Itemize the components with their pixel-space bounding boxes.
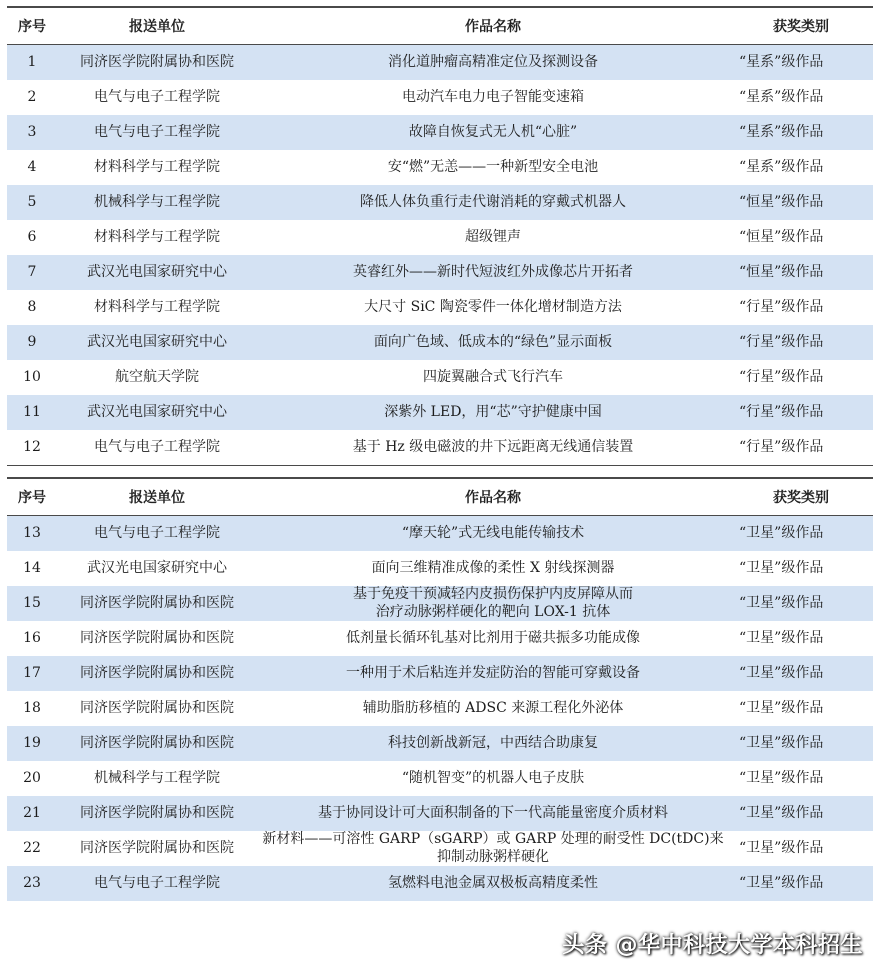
cell-unit: 机械科学与工程学院	[57, 185, 257, 220]
cell-title: 面向三维精准成像的柔性 X 射线探测器	[257, 551, 729, 586]
cell-no: 6	[7, 220, 57, 255]
cell-unit: 航空航天学院	[57, 360, 257, 395]
cell-unit: 材料科学与工程学院	[57, 290, 257, 325]
cell-no: 2	[7, 80, 57, 115]
cell-award: “卫星”级作品	[729, 691, 873, 726]
cell-no: 10	[7, 360, 57, 395]
cell-title	[257, 831, 729, 866]
cell-unit: 同济医学院附属协和医院	[57, 45, 257, 81]
table-row	[7, 430, 873, 466]
cell-title: 安“燃”无恙——一种新型安全电池	[257, 150, 729, 185]
cell-unit: 电气与电子工程学院	[57, 430, 257, 466]
table-row	[7, 796, 873, 831]
cell-unit: 电气与电子工程学院	[57, 516, 257, 552]
title-line-2: 治疗动脉粥样硬化的靶向 LOX-1 抗体	[375, 603, 611, 620]
watermark: 头条 @华中科技大学本科招生	[562, 933, 863, 958]
cell-award: “卫星”级作品	[729, 586, 873, 621]
table-row	[7, 290, 873, 325]
header-row	[7, 478, 873, 516]
cell-no: 17	[7, 656, 57, 691]
cell-award: “行星”级作品	[729, 395, 873, 430]
cell-award: “恒星”级作品	[729, 220, 873, 255]
table-row	[7, 621, 873, 656]
cell-award: “星系”级作品	[729, 45, 873, 81]
cell-title: 降低人体负重行走代谢消耗的穿戴式机器人	[257, 185, 729, 220]
cell-no: 22	[7, 831, 57, 866]
table-row	[7, 691, 873, 726]
cell-title: 电动汽车电力电子智能变速箱	[257, 80, 729, 115]
cell-unit: 武汉光电国家研究中心	[57, 325, 257, 360]
cell-title: 一种用于术后粘连并发症防治的智能可穿戴设备	[257, 656, 729, 691]
cell-unit: 材料科学与工程学院	[57, 220, 257, 255]
cell-no: 16	[7, 621, 57, 656]
cell-award: “恒星”级作品	[729, 185, 873, 220]
cell-award: “卫星”级作品	[729, 551, 873, 586]
header-title: 作品名称	[257, 7, 729, 45]
cell-unit: 武汉光电国家研究中心	[57, 551, 257, 586]
table-row	[7, 80, 873, 115]
table-row	[7, 395, 873, 430]
cell-unit: 武汉光电国家研究中心	[57, 255, 257, 290]
table-row	[7, 150, 873, 185]
cell-unit: 电气与电子工程学院	[57, 115, 257, 150]
cell-title: 科技创新战新冠，中西结合助康复	[257, 726, 729, 761]
table-row	[7, 115, 873, 150]
header-unit: 报送单位	[57, 478, 257, 516]
cell-award: “行星”级作品	[729, 290, 873, 325]
table-row	[7, 516, 873, 552]
header-award: 获奖类别	[729, 478, 873, 516]
cell-unit: 同济医学院附属协和医院	[57, 831, 257, 866]
header-no: 序号	[7, 478, 57, 516]
table-row	[7, 325, 873, 360]
cell-unit: 电气与电子工程学院	[57, 80, 257, 115]
cell-no: 12	[7, 430, 57, 466]
cell-title: 故障自恢复式无人机“心脏”	[257, 115, 729, 150]
cell-award: “卫星”级作品	[729, 761, 873, 796]
cell-title: 英睿红外——新时代短波红外成像芯片开拓者	[257, 255, 729, 290]
cell-no: 9	[7, 325, 57, 360]
cell-no: 4	[7, 150, 57, 185]
cell-unit: 同济医学院附属协和医院	[57, 691, 257, 726]
cell-title: 辅助脂肪移植的 ADSC 来源工程化外泌体	[257, 691, 729, 726]
cell-no: 1	[7, 45, 57, 81]
cell-title: 大尺寸 SiC 陶瓷零件一体化增材制造方法	[257, 290, 729, 325]
cell-award: “行星”级作品	[729, 430, 873, 466]
header-title: 作品名称	[257, 478, 729, 516]
cell-no: 14	[7, 551, 57, 586]
header-no: 序号	[7, 7, 57, 45]
cell-unit: 同济医学院附属协和医院	[57, 796, 257, 831]
cell-unit: 电气与电子工程学院	[57, 866, 257, 901]
cell-award: “卫星”级作品	[729, 516, 873, 552]
cell-no: 20	[7, 761, 57, 796]
table-row	[7, 185, 873, 220]
cell-award: “星系”级作品	[729, 80, 873, 115]
table-row	[7, 866, 873, 901]
cell-title	[257, 586, 729, 621]
cell-title: 面向广色域、低成本的“绿色”显示面板	[257, 325, 729, 360]
cell-unit: 材料科学与工程学院	[57, 150, 257, 185]
table-row	[7, 220, 873, 255]
title-line-2: 抑制动脉粥样硬化	[437, 848, 549, 865]
cell-no: 19	[7, 726, 57, 761]
cell-no: 13	[7, 516, 57, 552]
cell-award: “星系”级作品	[729, 115, 873, 150]
cell-title: 超级锂声	[257, 220, 729, 255]
cell-award: “行星”级作品	[729, 325, 873, 360]
cell-no: 8	[7, 290, 57, 325]
header-unit: 报送单位	[57, 7, 257, 45]
cell-award: “卫星”级作品	[729, 726, 873, 761]
header-row	[7, 7, 873, 45]
table-row	[7, 726, 873, 761]
cell-unit: 同济医学院附属协和医院	[57, 621, 257, 656]
cell-award: “卫星”级作品	[729, 866, 873, 901]
cell-title: “随机智变”的机器人电子皮肤	[257, 761, 729, 796]
title-line-1: 基于免疫干预减轻内皮损伤保护内皮屏障从而	[353, 586, 633, 602]
cell-award: “卫星”级作品	[729, 796, 873, 831]
table-row	[7, 761, 873, 796]
cell-title: 消化道肿瘤高精准定位及探测设备	[257, 45, 729, 81]
table-row	[7, 255, 873, 290]
cell-no: 21	[7, 796, 57, 831]
title-line-1: 新材料——可溶性 GARP（sGARP）或 GARP 处理的耐受性 DC(tDC)来	[262, 831, 724, 847]
cell-title: 低剂量长循环钆基对比剂用于磁共振多功能成像	[257, 621, 729, 656]
cell-title: 深紫外 LED，用“芯”守护健康中国	[257, 395, 729, 430]
header-award: 获奖类别	[729, 7, 873, 45]
cell-award: “卫星”级作品	[729, 656, 873, 691]
table-row	[7, 360, 873, 395]
cell-title: 四旋翼融合式飞行汽车	[257, 360, 729, 395]
cell-no: 18	[7, 691, 57, 726]
cell-award: “恒星”级作品	[729, 255, 873, 290]
table-row	[7, 656, 873, 691]
cell-award: “卫星”级作品	[729, 621, 873, 656]
table-row	[7, 586, 873, 621]
cell-award: “行星”级作品	[729, 360, 873, 395]
cell-title: “摩天轮”式无线电能传输技术	[257, 516, 729, 552]
cell-title: 氢燃料电池金属双极板高精度柔性	[257, 866, 729, 901]
cell-unit: 同济医学院附属协和医院	[57, 586, 257, 621]
cell-no: 23	[7, 866, 57, 901]
cell-no: 5	[7, 185, 57, 220]
cell-no: 11	[7, 395, 57, 430]
award-table-2	[7, 477, 873, 901]
cell-unit: 武汉光电国家研究中心	[57, 395, 257, 430]
cell-no: 15	[7, 586, 57, 621]
cell-no: 7	[7, 255, 57, 290]
cell-title: 基于 Hz 级电磁波的井下远距离无线通信装置	[257, 430, 729, 466]
cell-unit: 同济医学院附属协和医院	[57, 656, 257, 691]
table-row	[7, 551, 873, 586]
cell-award: “星系”级作品	[729, 150, 873, 185]
cell-title: 基于协同设计可大面积制备的下一代高能量密度介质材料	[257, 796, 729, 831]
award-table-1	[7, 6, 873, 466]
cell-unit: 机械科学与工程学院	[57, 761, 257, 796]
cell-award: “卫星”级作品	[729, 831, 873, 866]
cell-no: 3	[7, 115, 57, 150]
cell-unit: 同济医学院附属协和医院	[57, 726, 257, 761]
table-row	[7, 831, 873, 866]
table-row	[7, 45, 873, 81]
